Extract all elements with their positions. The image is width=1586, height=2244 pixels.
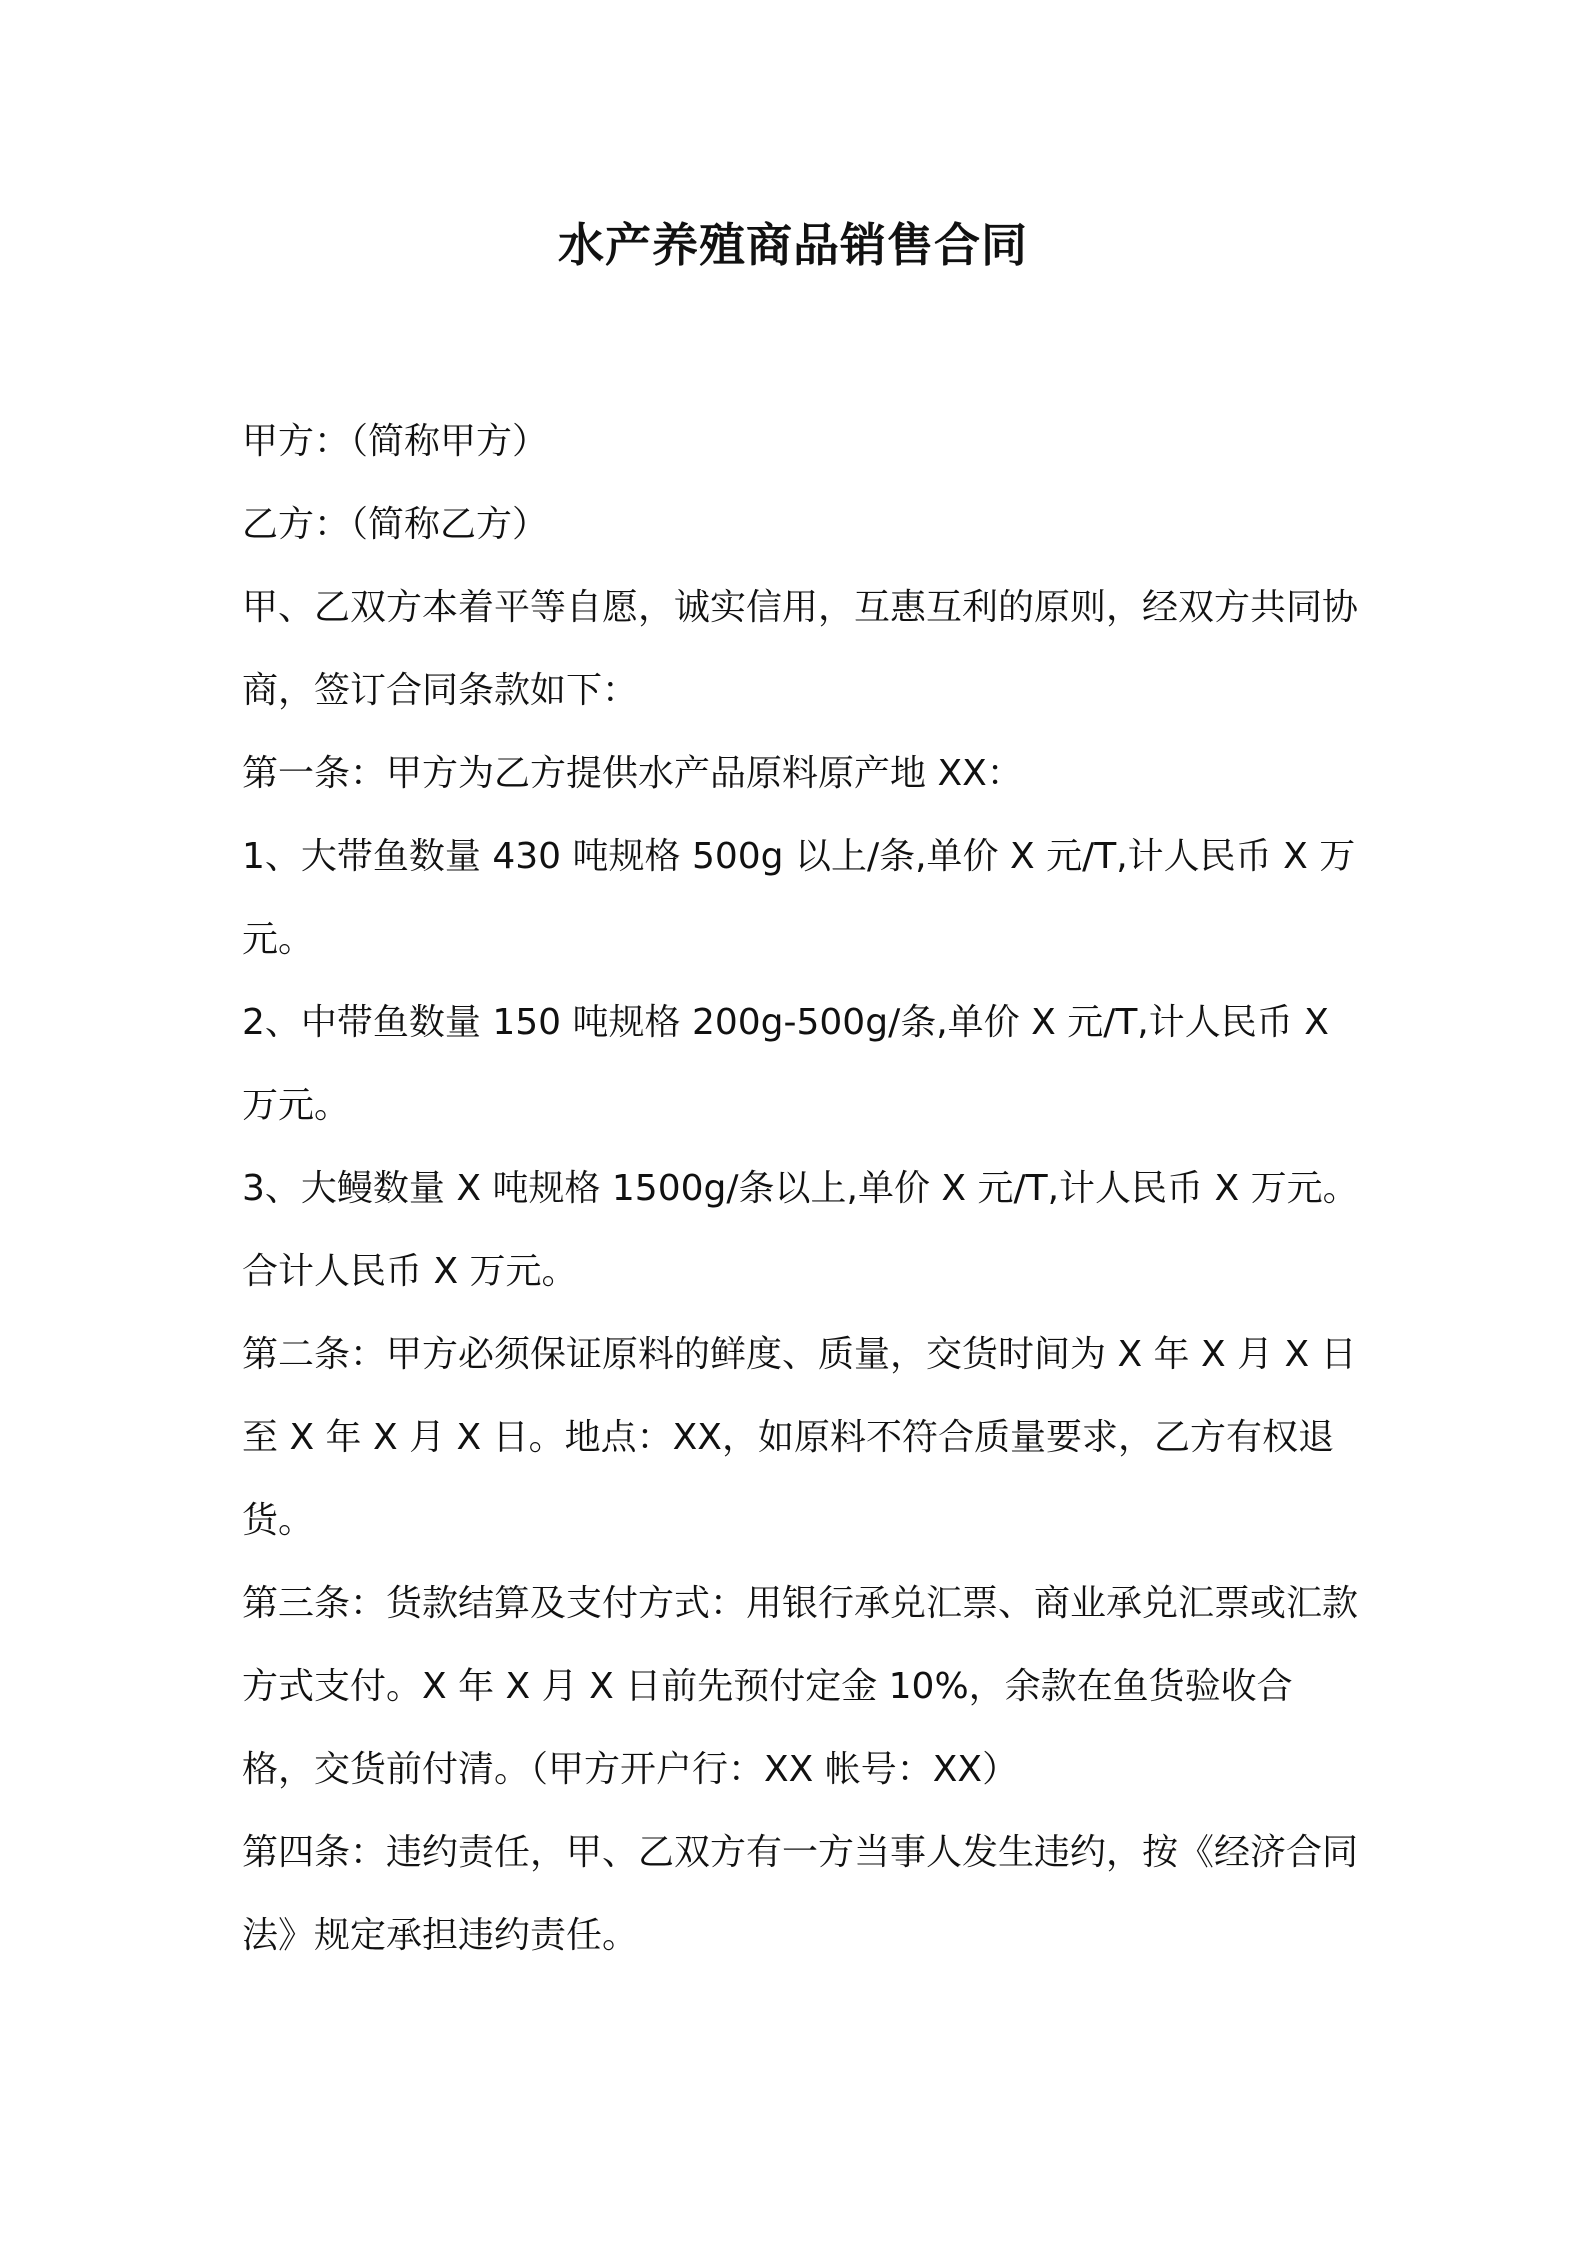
article-4-paragraph: 第四条：违约责任，甲、乙双方有一方当事人发生违约，按《经济合同法》规定承担违约责任。 (242, 1832, 1359, 1956)
article-1-heading: 第一条：甲方为乙方提供水产品原料原产地 XX： (242, 753, 1023, 794)
article-3-paragraph: 第三条：货款结算及支付方式：用银行承兑汇票、商业承兑汇票或汇款方式支付。X 年 X 月 X 日前先预付定金 10%，余款在鱼货验收合格，交货前付清。（甲方开户行：XX 帐号：XX） (242, 1583, 1359, 1790)
party-b-line: 乙方：（简称乙方） (242, 504, 549, 545)
article-1-item-2: 2、中带鱼数量 150 吨规格 200g-500g/条,单价 X 元/T,计人民币 X 万元。 (242, 1002, 1329, 1126)
article-1-item-3: 3、大鳗数量 X 吨规格 1500g/条以上,单价 X 元/T,计人民币 X 万元。 (242, 1168, 1359, 1209)
article-1-item-1: 1、大带鱼数量 430 吨规格 500g 以上/条,单价 X 元/T,计人民币 X 万元。 (242, 836, 1356, 960)
article-2-paragraph: 第二条：甲方必须保证原料的鲜度、质量，交货时间为 X 年 X 月 X 日至 X 年 X 月 X 日。地点：XX，如原料不符合质量要求，乙方有权退货。 (242, 1334, 1357, 1541)
document-title: 水产养殖商品销售合同 (558, 218, 1028, 272)
preamble-paragraph: 甲、乙双方本着平等自愿，诚实信用，互惠互利的原则，经双方共同协商，签订合同条款如下： (242, 587, 1359, 711)
party-a-line: 甲方：（简称甲方） (242, 421, 549, 462)
contract-body (242, 400, 1360, 1977)
article-1-total: 合计人民币 X 万元。 (242, 1251, 578, 1292)
